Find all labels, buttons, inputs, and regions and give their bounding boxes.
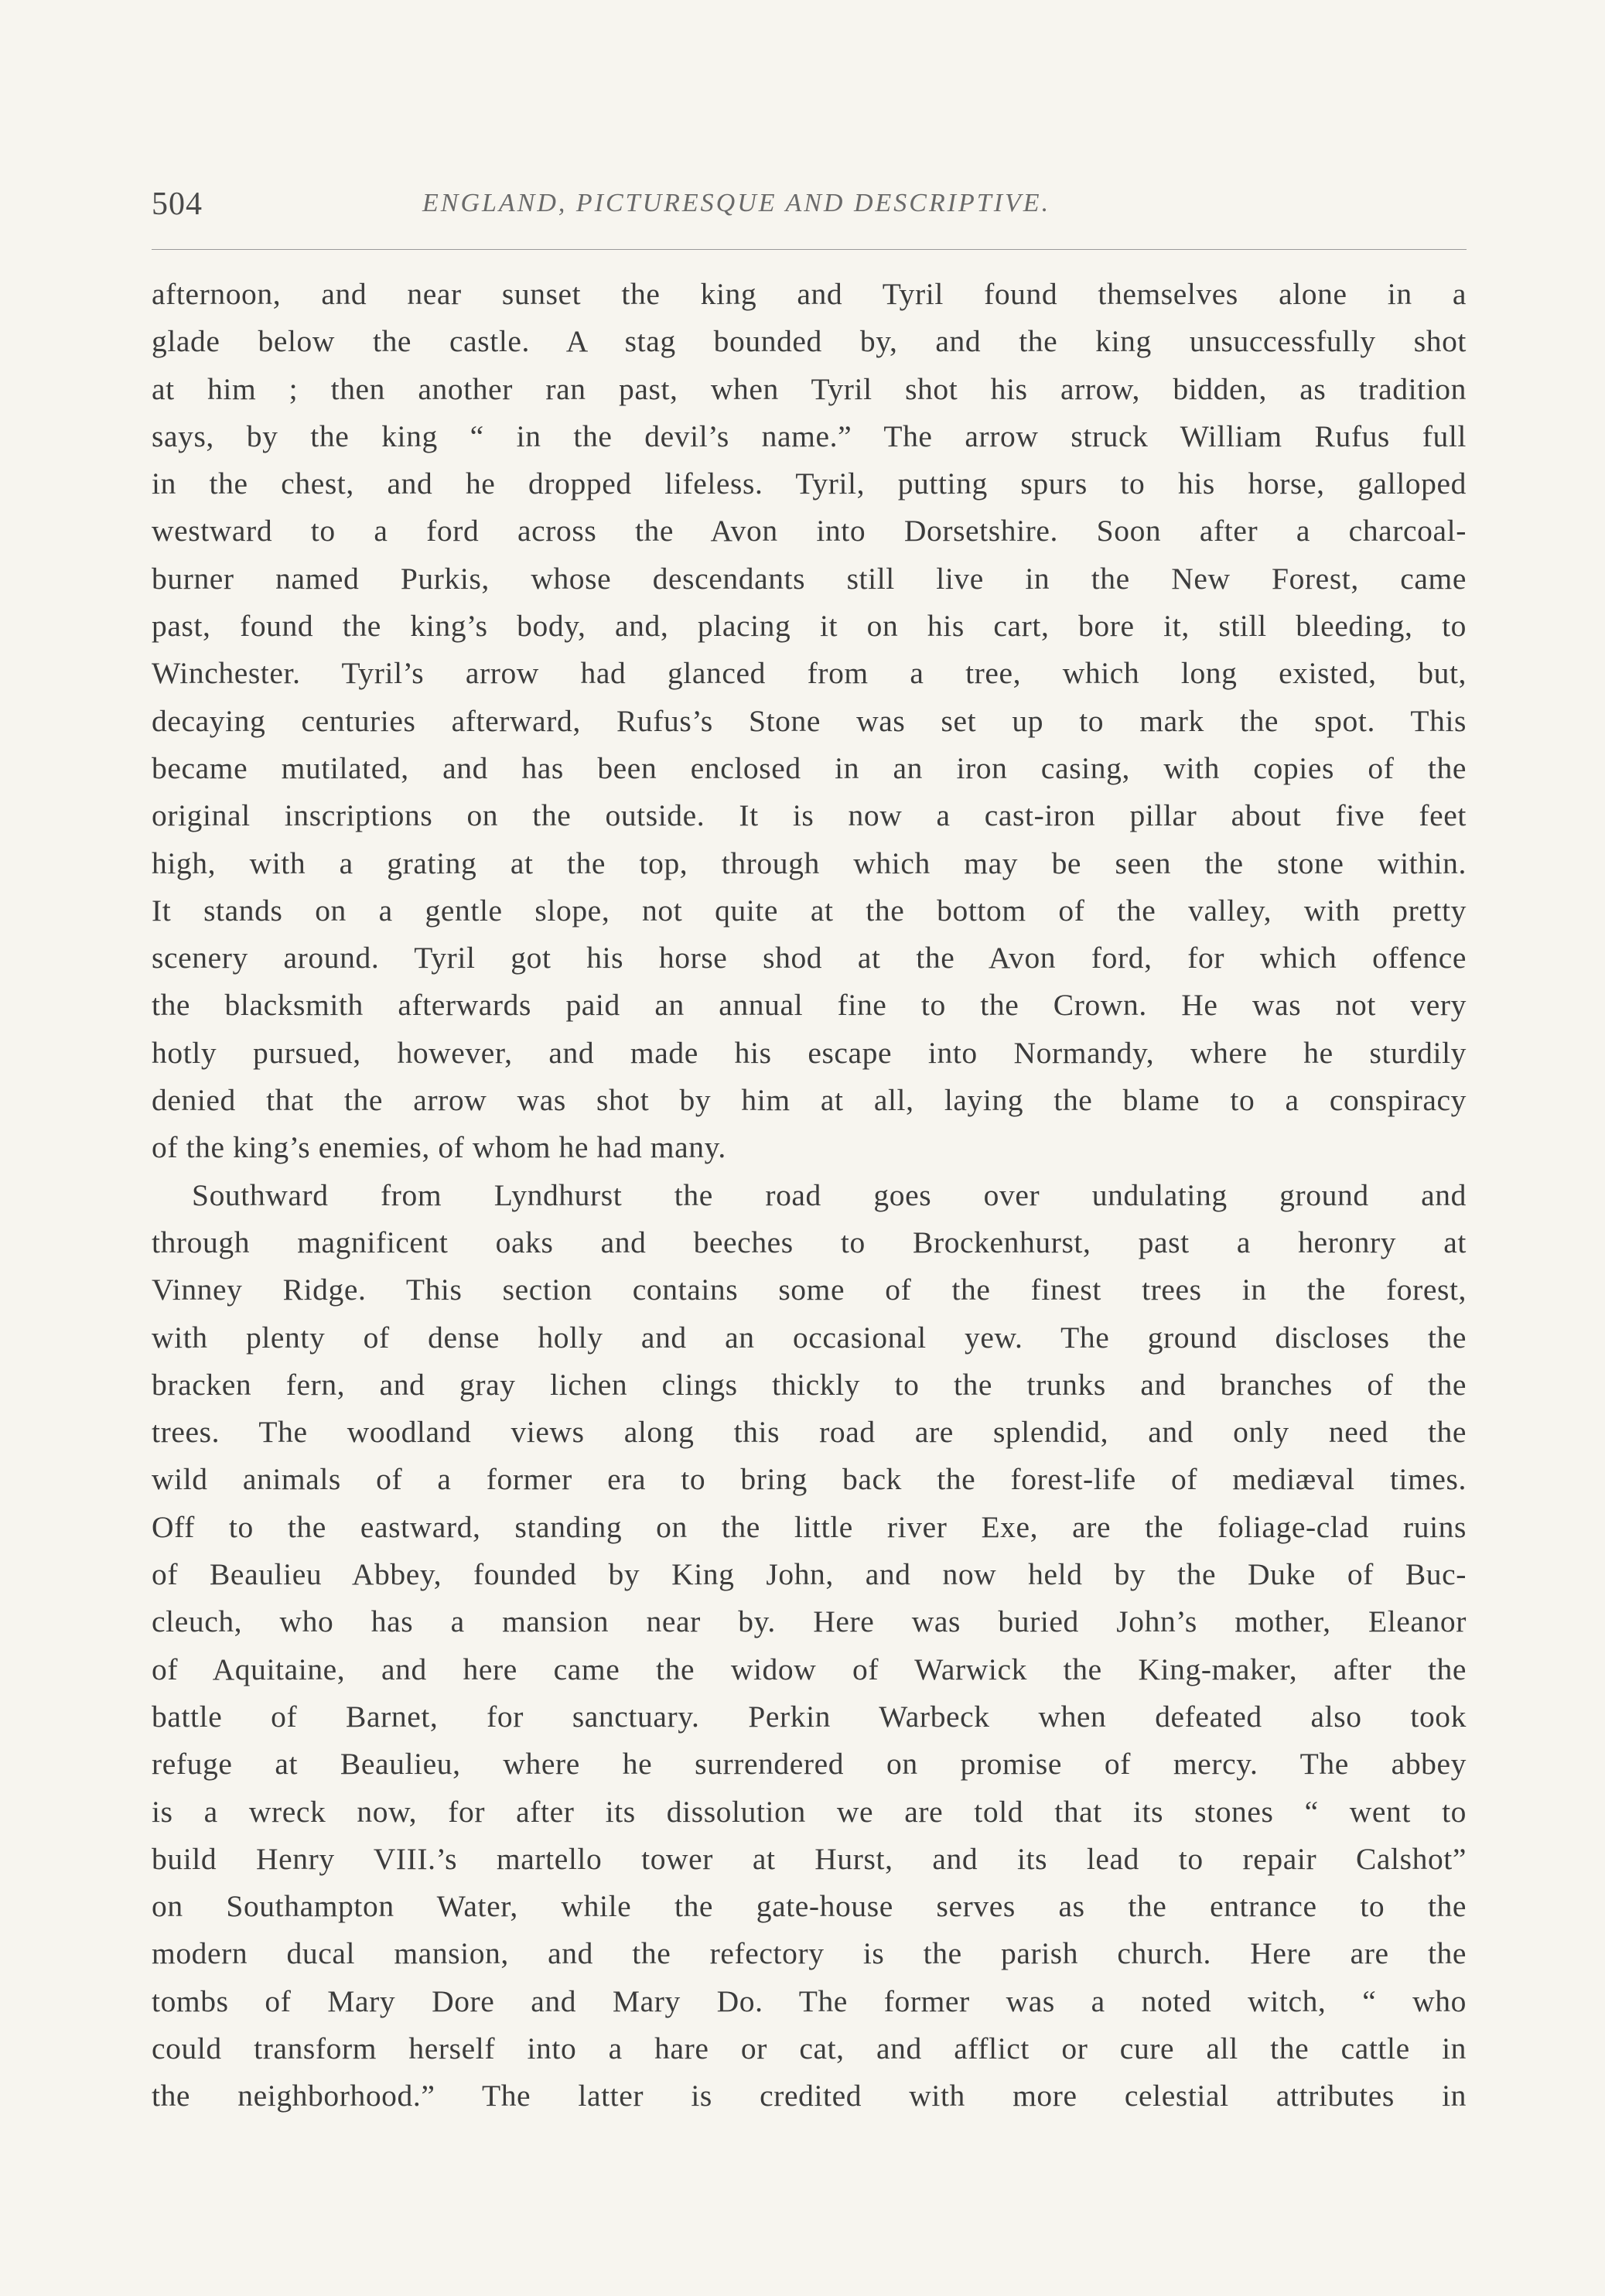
text-line: glade below the castle. A stag bounded by, and the king unsuccessfully shot — [152, 324, 1467, 359]
text-line: Off to the eastward, standing on the little river Exe, are the foliage-clad ruins — [152, 1509, 1467, 1544]
text-line: bracken fern, and gray lichen clings thickly to the trunks and branches of the — [152, 1367, 1467, 1402]
text-line: build Henry VIII.’s martello tower at Hurst, and its lead to repair Calshot” — [152, 1841, 1467, 1876]
text-line: became mutilated, and has been enclosed in an iron casing, with copies of the — [152, 750, 1467, 785]
text-line: denied that the arrow was shot by him at all, laying the blame to a conspiracy — [152, 1083, 1467, 1118]
text-line: of the king’s enemies, of whom he had many. — [152, 1130, 726, 1165]
text-line: hotly pursued, however, and made his escape into Normandy, where he sturdily — [152, 1035, 1467, 1070]
page-header — [152, 186, 1467, 232]
text-line: It stands on a gentle slope, not quite at the bottom of the valley, with pretty — [152, 893, 1467, 928]
text-line: says, by the king “ in the devil’s name.” The arrow struck William Rufus full — [152, 419, 1467, 453]
text-line: refuge at Beaulieu, where he surrendered on promise of mercy. The abbey — [152, 1747, 1467, 1782]
text-line: afternoon, and near sunset the king and Tyril found themselves alone in a — [152, 277, 1467, 311]
text-line: on Southampton Water, while the gate-house serves as the entrance to the — [152, 1889, 1467, 1924]
text-line: westward to a ford across the Avon into Dorsetshire. Soon after a charcoal- — [152, 514, 1467, 548]
text-line: through magnificent oaks and beeches to Brockenhurst, past a heronry at — [152, 1225, 1467, 1259]
text-line: of Beaulieu Abbey, founded by King John, and now held by the Duke of Buc- — [152, 1557, 1467, 1592]
book-page — [152, 186, 1467, 2113]
paragraph-1 — [152, 271, 1467, 1172]
text-line: battle of Barnet, for sanctuary. Perkin Warbeck when defeated also took — [152, 1699, 1467, 1734]
text-line: burner named Purkis, whose descendants still live in the New Forest, came — [152, 561, 1467, 596]
body-text — [152, 271, 1467, 2120]
text-line: cleuch, who has a mansion near by. Here was buried John’s mother, Eleanor — [152, 1604, 1467, 1639]
text-line: scenery around. Tyril got his horse shod at the Avon ford, for which offence — [152, 941, 1467, 975]
text-line: in the chest, and he dropped lifeless. Tyril, putting spurs to his horse, galloped — [152, 466, 1467, 501]
text-line: Southward from Lyndhurst the road goes over undulating ground and — [192, 1177, 1467, 1212]
text-line: tombs of Mary Dore and Mary Do. The former was a noted witch, “ who — [152, 1983, 1467, 2018]
text-line: wild animals of a former era to bring back the forest-life of mediæval times. — [152, 1462, 1467, 1497]
text-line: with plenty of dense holly and an occasional yew. The ground discloses the — [152, 1320, 1467, 1355]
paragraph-2 — [152, 1172, 1467, 2120]
text-line: original inscriptions on the outside. It is now a cast-iron pillar about five feet — [152, 798, 1467, 833]
text-line: the blacksmith afterwards paid an annual fine to the Crown. He was not very — [152, 988, 1467, 1023]
text-line: the neighborhood.” The latter is credited with more celestial attributes in — [152, 2079, 1467, 2113]
text-line: of Aquitaine, and here came the widow of Warwick the King-maker, after the — [152, 1652, 1467, 1686]
text-line: Vinney Ridge. This section contains some of the finest trees in the forest, — [152, 1273, 1467, 1307]
text-line: is a wreck now, for after its dissolution we are told that its stones “ went to — [152, 1794, 1467, 1829]
text-line: past, found the king’s body, and, placing it on his cart, bore it, still bleeding, to — [152, 609, 1467, 644]
text-line: could transform herself into a hare or cat, and afflict or cure all the cattle in — [152, 2031, 1467, 2065]
text-line: at him ; then another ran past, when Tyril shot his arrow, bidden, as tradition — [152, 371, 1467, 406]
text-line: high, with a grating at the top, through which may be seen the stone within. — [152, 846, 1467, 880]
text-line: modern ducal mansion, and the refectory is the parish church. Here are the — [152, 1936, 1467, 1971]
text-line: Winchester. Tyril’s arrow had glanced from a tree, which long existed, but, — [152, 656, 1467, 691]
running-head: ENGLAND, PICTURESQUE AND DESCRIPTIVE. — [422, 189, 1051, 217]
page-number: 504 — [152, 186, 203, 222]
header-rule — [152, 249, 1467, 250]
text-line: trees. The woodland views along this road are splendid, and only need the — [152, 1415, 1467, 1450]
text-line: decaying centuries afterward, Rufus’s Stone was set up to mark the spot. This — [152, 703, 1467, 738]
